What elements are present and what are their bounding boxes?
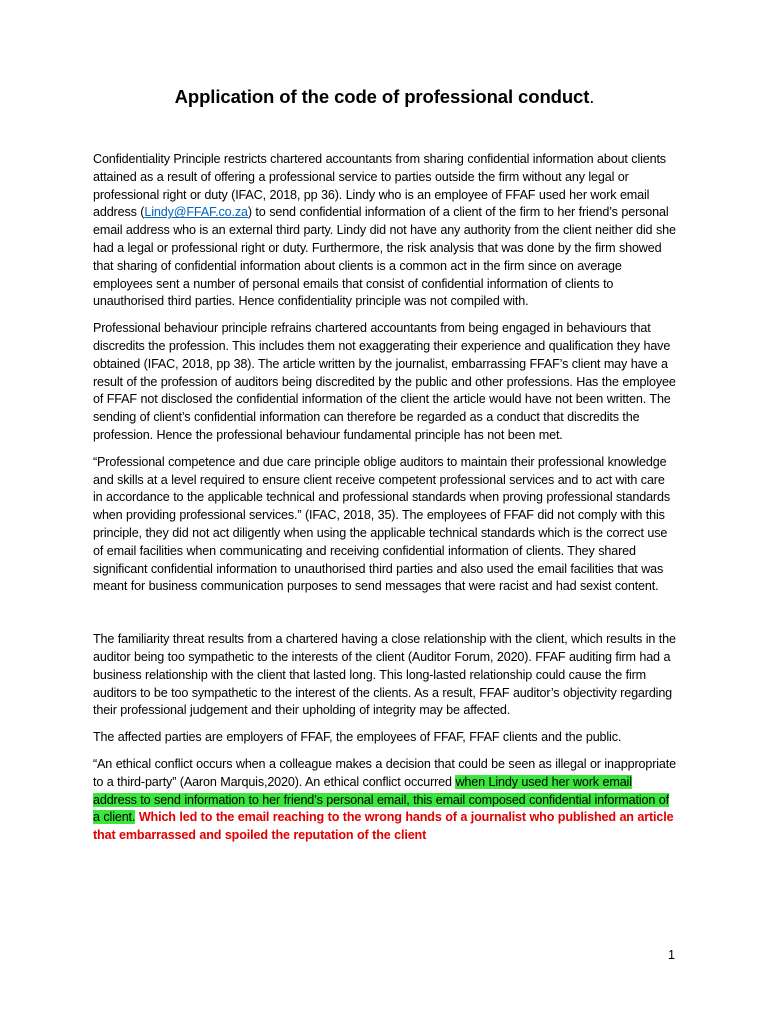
title-text: Application of the code of professional conduct <box>174 86 590 107</box>
paragraph-affected-parties: The affected parties are employers of FFAF, the employees of FFAF, FFAF clients and the public. <box>93 730 622 745</box>
email-link[interactable]: Lindy@FFAF.co.za <box>144 205 248 220</box>
title-period: . <box>589 86 595 107</box>
p6-plain-text: “An ethical conflict occurs when a colleague makes a decision that could be seen as illegal or inappropriate to a third-party” (Aaron Marquis,2020). An ethical conflict occurred <box>93 756 676 789</box>
paragraph-professional-competence: “Professional competence and due care principle oblige auditors to maintain their professional knowledge and skills at a level required to ensure client receive competent professional services and to act with care in accordance to the applicable technical and professional standards when proving professional standards when providing professional services.” (IFAC, 2018, 35). The employees of FFAF did not comply with this principle, they did not act diligently when using the applicable technical standards which is the correct use of email facilities when communicating and receiving confidential information of clients. They shared significant confidential information to unauthorised third parties and also used the email facilities that was meant for business communication purposes to send messages that were racist and had sexist content. <box>93 454 670 594</box>
highlighted-text: when Lindy used her work email address to send information to her friend’s personal email, this email composed confidential information of a client. <box>93 774 669 825</box>
page-number: 1 <box>668 948 676 962</box>
red-bold-text: Which led to the email reaching to the wrong hands of a journalist who published an article that embarrassed and spoiled the reputation of the client <box>93 810 674 843</box>
p1-after-link: ) to send confidential information of a client of the firm to her friend’s personal email address who is an external third party. Lindy did not have any authority from the client neither did she had a legal or professional right or duty. Furthermore, the risk analysis that was done by the firm showed that sharing of confidential information about clients is a common act in the firm since on average employees sent a number of personal emails that consist of confidential information of clients to unauthorised third parties. Hence confidentiality principle was not compiled with. <box>93 205 676 309</box>
document-title <box>93 86 676 108</box>
paragraph-confidentiality <box>93 151 676 311</box>
paragraph-professional-behaviour: Professional behaviour principle refrains chartered accountants from being engaged in behaviours that discredits the profession. This includes them not exaggerating their experience and qualification they have obtained (IFAC, 2018, pp 38). The article written by the journalist, embarrassing FFAF’s client may have a result of the profession of auditors being discredited by the public and other professions. Has the employee of FFAF not disclosed the confidential information of the client the article would have not been written. The sending of client’s confidential information can therefore be regarded as a conduct that discredits the profession. Hence the professional behaviour fundamental principle has not been met. <box>93 321 676 442</box>
p1-before-link: Confidentiality Principle restricts chartered accountants from sharing confidential information about clients attained as a result of offering a professional service to parties outside the firm without any legal or professional right or duty (IFAC, 2018, pp 36). Lindy who is an employee of FFAF used her work email address ( <box>93 152 666 220</box>
paragraph-spacer <box>93 605 676 631</box>
paragraph-ethical-conflict <box>93 756 676 845</box>
paragraph-familiarity-threat: The familiarity threat results from a chartered having a close relationship with the client, which results in the auditor being too sympathetic to the interests of the client (Auditor Forum, 2020). FFAF auditing firm had a business relationship with the client that lasted long. This long-lasted relationship could cause the firm auditors to be too sympathetic to the interest of the clients. As a result, FFAF auditor’s objectivity regarding their professional judgement and their upholding of integrity may be affected. <box>93 632 676 718</box>
